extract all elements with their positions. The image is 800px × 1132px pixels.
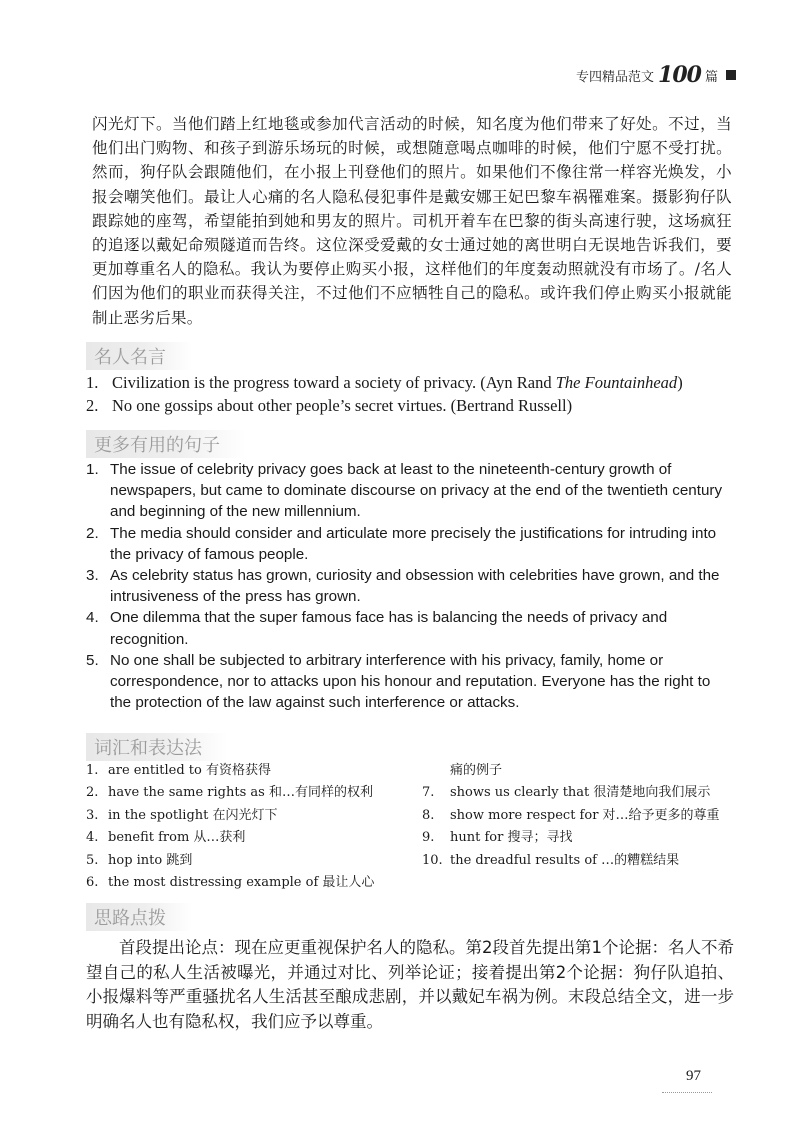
sentence-item: 4. One dilemma that the super famous face has is balancing the needs of privacy and recognition. [86,609,668,648]
vocab-list-right [422,760,742,872]
vocab-heading: 词汇和表达法 [86,733,228,761]
vocab-item: 6. the most distressing example of 最让人心 [86,875,375,891]
quotes-list [86,371,736,417]
analysis-paragraph: 首段提出论点：现在应更重视保护名人的隐私。第2段首先提出第1个论据：名人不希望自己的私人生活被曝光，并通过对比、列举论证；接着提出第2个论据：狗仔队追拍、小报爆料等严重骚扰名人生活甚至酿成悲剧，并以戴妃车祸为例。末段总结全文，进一步明确名人也有隐私权，我们应予以尊重。 [86,938,734,1031]
vocab-item: 2. have the same rights as 和…有同样的权利 [86,785,373,801]
page-number: 97 [686,1068,701,1084]
vocab-continuation: 痛的例子 [450,763,503,778]
header-square-icon [726,70,736,80]
sentences-list [86,459,732,713]
series-count: 100 [658,62,701,88]
vocab-item: 10. the dreadful results of …的糟糕结果 [422,852,680,868]
vocab-item: 3. in the spotlight 在闪光灯下 [86,807,278,823]
sentence-item: 2. The media should consider and articulate more precisely the justifications for intruding into the privacy of famous people. [86,524,717,563]
quotes-heading: 名人名言 [86,342,192,370]
quote-work-title: The Fountainhead [555,373,678,392]
sentence-item: 5. No one shall be subjected to arbitrary interference with his privacy, family, home or correspondence, nor to attacks upon his honour and reputation. Everyone has the right to the protection of the law against such interference or attacks. [86,651,711,712]
sentence-item: 1. The issue of celebrity privacy goes back at least to the nineteenth-century growth of newspapers, but came to dominate discourse on privacy at the end of the twentieth century and beginning of the new millennium. [86,461,723,521]
vocab-item: 7. shows us clearly that 很清楚地向我们展示 [422,785,711,801]
sentences-heading: 更多有用的句子 [86,430,246,458]
vocab-item: 9. hunt for 搜寻；寻找 [422,830,573,846]
vocab-list-left [86,760,396,894]
vocab-item: 1. are entitled to 有资格获得 [86,763,271,778]
footer-divider [662,1092,712,1095]
vocab-item: 5. hop into 跳到 [86,852,193,868]
vocab-item: 8. show more respect for 对…给予更多的尊重 [422,807,720,823]
series-title: 专四精品范文 [576,69,655,85]
vocab-item: 4. benefit from 从…获利 [86,830,246,846]
analysis-heading: 思路点拨 [86,903,192,931]
sentence-item: 3. As celebrity status has grown, curiosity and obsession with celebrities have grown, and the intrusiveness of the press has grown. [86,567,720,606]
essay-paragraph: 闪光灯下。当他们踏上红地毯或参加代言活动的时候，知名度为他们带来了好处。不过，当他们出门购物、和孩子到游乐场玩的时候，或想随意喝点咖啡的时候，他们宁愿不受打扰。然而，狗仔队会跟随他们，在小报上刊登他们的照片。如果他们不像往常一样容光焕发，小报会嘲笑他们。最让人心痛的名人隐私侵犯事件是戴安娜王妃巴黎车祸罹难案。摄影狗仔队跟踪她的座驾，希望能拍到她和男友的照片。司机开着车在巴黎的街头高速行驶，这场疯狂的追逐以戴妃命殒隧道而告终。这位深受爱戴的女士通过她的离世明白无误地告诉我们，要更加尊重名人的隐私。我认为要停止购买小报，这样他们的年度轰动照就没有市场了。/名人们因为他们的职业而获得关注，不过他们不应牺牲自己的隐私。或许我们停止购买小报就能制止恶劣后果。 [92,115,732,327]
series-unit: 篇 [704,69,718,85]
running-header [576,62,736,88]
quote-item: 2. No one gossips about other people’s secret virtues. (Bertrand Russell) [86,396,573,415]
quote-item: 1. Civilization is the progress toward a society of privacy. (Ayn Rand The Fountainhead) [86,373,683,392]
